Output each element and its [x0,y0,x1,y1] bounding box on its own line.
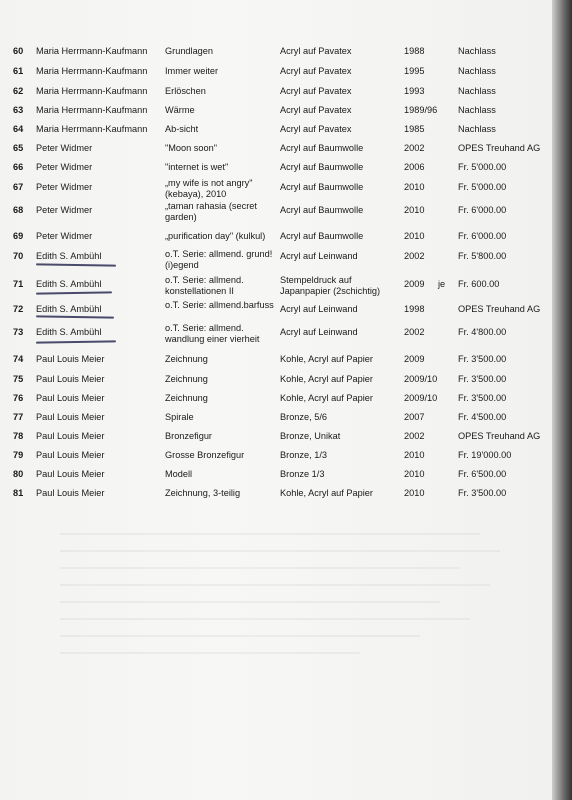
item-number: 76 [13,393,24,403]
show-through-line [60,618,470,620]
artwork-title: Grundlagen [165,46,214,56]
technique: Kohle, Acryl auf Papier [280,374,373,384]
year: 2002 [404,327,425,337]
price: Fr. 4'500.00 [458,412,507,422]
item-number: 75 [13,374,24,384]
artist-name: Peter Widmer [36,162,93,172]
artist-name: Paul Louis Meier [36,450,105,460]
show-through-line [60,550,500,552]
price: Nachlass [458,86,496,96]
price: Fr. 5'000.00 [458,162,507,172]
artist-name: Paul Louis Meier [36,431,105,441]
artwork-title: Erlöschen [165,86,206,96]
price: Fr. 6'000.00 [458,205,507,215]
artwork-title: o.T. Serie: allmend. grund!(i)egend [165,249,273,270]
price: Fr. 6'000.00 [458,231,507,241]
technique: Acryl auf Leinwand [280,251,358,261]
technique: Acryl auf Baumwolle [280,231,364,241]
artwork-title: "Moon soon" [165,143,217,153]
show-through-line [60,567,460,569]
technique: Stempeldruck auf Japanpapier (2schichtig) [280,275,381,296]
item-number: 62 [13,86,24,96]
item-number: 66 [13,162,24,172]
artist-name: Paul Louis Meier [36,354,105,364]
technique: Acryl auf Baumwolle [280,182,364,192]
year: 2006 [404,162,425,172]
artwork-title: Wärme [165,105,195,115]
year: 2009/10 [404,393,438,403]
year: 1985 [404,124,425,134]
artist-name: Paul Louis Meier [36,469,105,479]
artwork-title: Zeichnung [165,354,208,364]
item-number: 65 [13,143,24,153]
price: Fr. 6'500.00 [458,469,507,479]
technique: Acryl auf Pavatex [280,46,352,56]
artwork-title: o.T. Serie: allmend. konstellationen II [165,275,244,296]
year: 2009 [404,354,425,364]
item-number: 72 [13,304,24,314]
artist-name: Maria Herrmann-Kaufmann [36,105,148,115]
artwork-title: Immer weiter [165,66,219,76]
artist-name: Maria Herrmann-Kaufmann [36,124,148,134]
show-through-line [60,601,440,603]
technique: Acryl auf Baumwolle [280,205,364,215]
year: 2010 [404,182,425,192]
artwork-title: Grosse Bronzefigur [165,450,245,460]
year: 1993 [404,86,425,96]
page-edge-shadow [552,0,572,800]
year: 2002 [404,431,425,441]
price: Fr. 5'800.00 [458,251,507,261]
year: 1998 [404,304,425,314]
year: 2009 [404,279,425,289]
item-number: 77 [13,412,24,422]
je-marker: je [438,279,446,289]
artist-name: Paul Louis Meier [36,412,105,422]
artist-name: Peter Widmer [36,205,93,215]
artwork-title: Ab-sicht [165,124,199,134]
technique: Kohle, Acryl auf Papier [280,393,373,403]
technique: Acryl auf Pavatex [280,105,352,115]
artwork-title: o.T. Serie: allmend. wandlung einer vierheit [165,323,260,344]
item-number: 78 [13,431,24,441]
artist-name: Edith S. Ambühl [36,279,102,289]
year: 2007 [404,412,425,422]
item-number: 64 [13,124,24,134]
show-through-line [60,635,420,637]
item-number: 79 [13,450,24,460]
price: Fr. 3'500.00 [458,354,507,364]
artwork-title: „taman rahasia (secret garden) [165,201,257,222]
item-number: 63 [13,105,24,115]
technique: Acryl auf Pavatex [280,66,352,76]
year: 2010 [404,231,425,241]
artist-name: Edith S. Ambühl [36,304,102,314]
show-through-line [60,533,480,535]
year: 2002 [404,251,425,261]
artist-name: Peter Widmer [36,231,93,241]
item-number: 67 [13,182,24,192]
item-number: 74 [13,354,24,364]
technique: Bronze, 1/3 [280,450,327,460]
year: 2010 [404,488,425,498]
technique: Acryl auf Leinwand [280,304,358,314]
artist-name: Maria Herrmann-Kaufmann [36,86,148,96]
artist-name: Paul Louis Meier [36,393,105,403]
artwork-title: „purification day" (kulkul) [165,231,266,241]
artwork-title: Zeichnung [165,393,208,403]
year: 1989/96 [404,105,438,115]
year: 2002 [404,143,425,153]
price: Fr. 4'800.00 [458,327,507,337]
artwork-title: "internet is wet" [165,162,229,172]
year: 2010 [404,205,425,215]
technique: Kohle, Acryl auf Papier [280,354,373,364]
year: 2009/10 [404,374,438,384]
price: Nachlass [458,46,496,56]
item-number: 81 [13,488,24,498]
artwork-title: Zeichnung, 3-teilig [165,488,241,498]
price: OPES Treuhand AG [458,304,541,314]
artist-name: Maria Herrmann-Kaufmann [36,46,148,56]
artwork-title: „my wife is not angry" (kebaya), 2010 [165,178,253,199]
technique: Bronze 1/3 [280,469,325,479]
artist-name: Peter Widmer [36,182,93,192]
year: 2010 [404,469,425,479]
technique: Acryl auf Pavatex [280,86,352,96]
price: Fr. 3'500.00 [458,374,507,384]
artist-name: Edith S. Ambühl [36,251,102,261]
item-number: 71 [13,279,24,289]
show-through-line [60,584,490,586]
item-number: 80 [13,469,24,479]
price: Nachlass [458,105,496,115]
year: 1995 [404,66,425,76]
item-number: 70 [13,251,24,261]
technique: Kohle, Acryl auf Papier [280,488,373,498]
technique: Bronze, 5/6 [280,412,327,422]
technique: Bronze, Unikat [280,431,341,441]
item-number: 60 [13,46,24,56]
show-through-line [60,652,360,654]
artist-name: Edith S. Ambühl [36,327,102,337]
artwork-title: Bronzefigur [165,431,212,441]
item-number: 68 [13,205,24,215]
artist-name: Peter Widmer [36,143,93,153]
price: Fr. 3'500.00 [458,393,507,403]
price: OPES Treuhand AG [458,431,541,441]
price: Fr. 5'000.00 [458,182,507,192]
price: Nachlass [458,66,496,76]
technique: Acryl auf Baumwolle [280,162,364,172]
technique: Acryl auf Baumwolle [280,143,364,153]
artwork-title: Zeichnung [165,374,208,384]
artwork-title: Modell [165,469,193,479]
artwork-title: Spirale [165,412,194,422]
technique: Acryl auf Pavatex [280,124,352,134]
price: Fr. 3'500.00 [458,488,507,498]
price: Fr. 600.00 [458,279,500,289]
price: Fr. 19'000.00 [458,450,512,460]
price: Nachlass [458,124,496,134]
technique: Acryl auf Leinwand [280,327,358,337]
price: OPES Treuhand AG [458,143,541,153]
year: 1988 [404,46,425,56]
year: 2010 [404,450,425,460]
artist-name: Maria Herrmann-Kaufmann [36,66,148,76]
artist-name: Paul Louis Meier [36,374,105,384]
artwork-title: o.T. Serie: allmend.barfuss [165,300,274,310]
item-number: 73 [13,327,24,337]
item-number: 69 [13,231,24,241]
item-number: 61 [13,66,24,76]
artist-name: Paul Louis Meier [36,488,105,498]
